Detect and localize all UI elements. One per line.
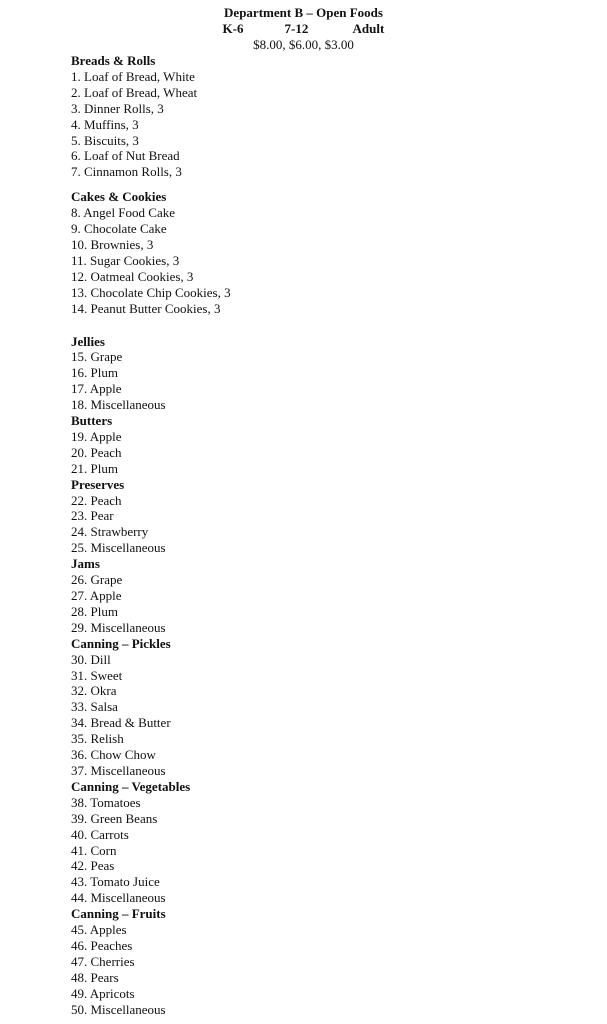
list-item: 44. Miscellaneous <box>71 890 166 906</box>
list-item: 8. Angel Food Cake <box>71 205 175 221</box>
list-item: 21. Plum <box>71 460 118 476</box>
list-item: 22. Peach <box>71 492 122 508</box>
section-heading: Canning – Pickles <box>71 635 171 651</box>
list-item: 34. Bread & Butter <box>71 715 171 731</box>
list-item: 36. Chow Chow <box>71 747 156 763</box>
list-item: 41. Corn <box>71 842 117 858</box>
grade-levels-row <box>0 21 607 37</box>
list-item: 9. Chocolate Cake <box>71 221 167 237</box>
list-item: 13. Chocolate Chip Cookies, 3 <box>71 284 231 300</box>
category-list <box>71 53 571 1017</box>
list-item: 2. Loaf of Bread, Wheat <box>71 84 198 100</box>
section-jellies <box>71 334 571 414</box>
list-item: 25. Miscellaneous <box>71 540 166 556</box>
list-item: 47. Cherries <box>71 953 135 969</box>
section-heading: Jellies <box>71 333 105 349</box>
list-item: 39. Green Beans <box>71 810 158 826</box>
section-cakes-cookies <box>71 189 571 316</box>
list-item: 46. Peaches <box>71 937 133 953</box>
section-heading: Cakes & Cookies <box>71 189 167 205</box>
list-item: 20. Peach <box>71 444 122 460</box>
level-adult: Adult <box>352 20 385 36</box>
list-item: 1. Loaf of Bread, White <box>71 68 195 84</box>
list-item: 38. Tomatoes <box>71 794 141 810</box>
list-item: 29. Miscellaneous <box>71 619 166 635</box>
section-canning-pickles <box>71 636 571 779</box>
list-item: 43. Tomato Juice <box>71 874 160 890</box>
section-heading: Butters <box>71 413 113 429</box>
list-item: 42. Peas <box>71 858 115 874</box>
list-item: 31. Sweet <box>71 667 123 683</box>
section-jams <box>71 556 571 636</box>
list-item: 24. Strawberry <box>71 524 149 540</box>
fees-line: $8.00, $6.00, $3.00 <box>253 36 354 52</box>
section-breads-rolls <box>71 53 571 180</box>
department-title: Department B – Open Foods <box>224 5 383 20</box>
list-item: 50. Miscellaneous <box>71 1001 166 1017</box>
section-heading: Canning – Fruits <box>71 906 166 922</box>
list-item: 32. Okra <box>71 683 117 699</box>
list-item: 33. Salsa <box>71 699 118 715</box>
list-item: 11. Sugar Cookies, 3 <box>71 252 180 268</box>
section-canning-vegetables <box>71 779 571 906</box>
list-item: 10. Brownies, 3 <box>71 236 154 252</box>
list-item: 49. Apricots <box>71 985 135 1001</box>
section-heading: Breads & Rolls <box>71 53 156 68</box>
section-butters <box>71 413 571 477</box>
list-item: 19. Apple <box>71 428 122 444</box>
section-heading: Preserves <box>71 476 125 492</box>
list-item: 15. Grape <box>71 349 123 365</box>
list-item: 48. Pears <box>71 969 119 985</box>
list-item: 16. Plum <box>71 365 118 381</box>
section-canning-fruits <box>71 906 571 1017</box>
document-header <box>0 5 607 53</box>
section-preserves <box>71 477 571 557</box>
list-item: 18. Miscellaneous <box>71 397 166 413</box>
list-item: 14. Peanut Butter Cookies, 3 <box>71 300 221 316</box>
list-item: 3. Dinner Rolls, 3 <box>71 100 164 116</box>
list-item: 27. Apple <box>71 588 122 603</box>
list-item: 30. Dill <box>71 651 111 667</box>
section-heading: Canning – Vegetables <box>71 778 191 794</box>
list-item: 45. Apples <box>71 922 127 938</box>
list-item: 23. Pear <box>71 508 114 524</box>
list-item: 26. Grape <box>71 572 123 588</box>
list-item: 6. Loaf of Nut Bread <box>71 148 180 164</box>
level-k6: K-6 <box>222 20 244 36</box>
spacer <box>71 180 571 189</box>
section-heading: Jams <box>71 556 100 572</box>
list-item: 12. Oatmeal Cookies, 3 <box>71 268 194 284</box>
list-item: 7. Cinnamon Rolls, 3 <box>71 164 182 180</box>
spacer <box>71 317 571 334</box>
list-item: 28. Plum <box>71 603 118 619</box>
list-item: 35. Relish <box>71 731 124 747</box>
list-item: 4. Muffins, 3 <box>71 116 139 132</box>
list-item: 17. Apple <box>71 381 122 397</box>
list-item: 37. Miscellaneous <box>71 762 166 778</box>
level-7-12: 7-12 <box>284 20 309 36</box>
list-item: 40. Carrots <box>71 826 129 842</box>
list-item: 5. Biscuits, 3 <box>71 132 139 148</box>
